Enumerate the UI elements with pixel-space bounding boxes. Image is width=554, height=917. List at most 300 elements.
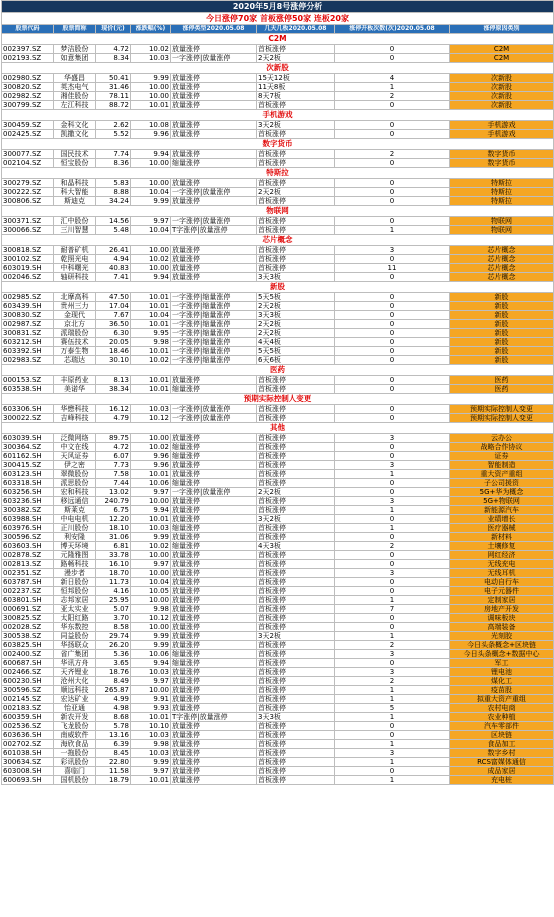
cell-change-pct: 9.99 xyxy=(131,758,171,767)
cell-open-count: 0 xyxy=(335,488,450,497)
cell-stock-code: 000153.SZ xyxy=(2,376,54,385)
cell-limit-type: 一字涨停|缩量涨停 xyxy=(171,347,257,356)
cell-reason-category: 农业种植 xyxy=(450,713,554,722)
cell-price: 16.10 xyxy=(96,560,131,569)
cell-reason-category: 新股 xyxy=(450,302,554,311)
table-row[interactable] xyxy=(2,434,554,443)
cell-stock-code: 002104.SZ xyxy=(2,159,54,168)
table-row[interactable] xyxy=(2,758,554,767)
cell-price: 88.72 xyxy=(96,101,131,110)
table-row[interactable] xyxy=(2,273,554,282)
cell-open-count: 0 xyxy=(335,659,450,668)
cell-days-boards: 2天2板 xyxy=(257,188,335,197)
cell-days-boards: 3天2板 xyxy=(257,121,335,130)
table-row[interactable] xyxy=(2,302,554,311)
section-header-row xyxy=(2,63,554,74)
table-row[interactable] xyxy=(2,560,554,569)
cell-change-pct: 10.02 xyxy=(131,255,171,264)
cell-limit-type: 放量涨停 xyxy=(171,179,257,188)
cell-stock-name: 赛伍技术 xyxy=(54,338,96,347)
cell-stock-code: 603439.SH xyxy=(2,302,54,311)
cell-price: 47.50 xyxy=(96,293,131,302)
table-row[interactable] xyxy=(2,264,554,273)
cell-days-boards: 5天5板 xyxy=(257,347,335,356)
cell-stock-name: 新农开发 xyxy=(54,713,96,722)
table-row[interactable] xyxy=(2,414,554,423)
cell-stock-name: 漫步者 xyxy=(54,569,96,578)
cell-limit-type: 一字涨停|缩量涨停 xyxy=(171,329,257,338)
cell-change-pct: 10.01 xyxy=(131,470,171,479)
cell-stock-name: 新日股份 xyxy=(54,578,96,587)
cell-open-count: 1 xyxy=(335,470,450,479)
cell-days-boards: 首板涨停 xyxy=(257,623,335,632)
cell-change-pct: 10.03 xyxy=(131,668,171,677)
cell-limit-type: 缩量涨停 xyxy=(171,650,257,659)
cell-price: 3.65 xyxy=(96,659,131,668)
cell-limit-type: 放量涨停 xyxy=(171,767,257,776)
cell-open-count: 0 xyxy=(335,159,450,168)
table-row[interactable] xyxy=(2,488,554,497)
cell-limit-type: 放量涨停 xyxy=(171,101,257,110)
table-row[interactable] xyxy=(2,686,554,695)
cell-stock-name: 轴研科技 xyxy=(54,273,96,282)
cell-stock-name: 乾照光电 xyxy=(54,255,96,264)
section-title: 手机游戏 xyxy=(2,110,554,121)
table-row[interactable] xyxy=(2,614,554,623)
cell-reason-category: 新股 xyxy=(450,311,554,320)
cell-stock-name: 宏达矿业 xyxy=(54,695,96,704)
table-row[interactable] xyxy=(2,246,554,255)
table-row[interactable] xyxy=(2,74,554,83)
table-row[interactable] xyxy=(2,605,554,614)
cell-change-pct: 9.94 xyxy=(131,273,171,282)
cell-price: 20.05 xyxy=(96,338,131,347)
cell-open-count: 0 xyxy=(335,188,450,197)
header-name[interactable]: 股票简称 xyxy=(54,25,96,34)
section-title: 新股 xyxy=(2,282,554,293)
summary-row xyxy=(2,13,554,25)
cell-days-boards: 首板涨停 xyxy=(257,659,335,668)
cell-days-boards: 2天2板 xyxy=(257,54,335,63)
cell-limit-type: 放量涨停 xyxy=(171,695,257,704)
cell-stock-code: 300825.SZ xyxy=(2,614,54,623)
cell-limit-type: 一字涨停|放量涨停 xyxy=(171,414,257,423)
table-row[interactable] xyxy=(2,668,554,677)
cell-days-boards: 首板涨停 xyxy=(257,434,335,443)
cell-limit-type: 放量涨停 xyxy=(171,668,257,677)
cell-stock-name: 凯撒文化 xyxy=(54,130,96,139)
cell-open-count: 0 xyxy=(335,722,450,731)
table-row[interactable] xyxy=(2,293,554,302)
cell-stock-code: 300596.SZ xyxy=(2,686,54,695)
cell-limit-type: 放量涨停 xyxy=(171,434,257,443)
table-row[interactable] xyxy=(2,101,554,110)
cell-stock-code: 300022.SZ xyxy=(2,414,54,423)
table-row[interactable] xyxy=(2,578,554,587)
page-title: 2020年5月8号涨停分析 xyxy=(2,1,554,13)
table-row[interactable] xyxy=(2,470,554,479)
cell-days-boards: 8天7板 xyxy=(257,92,335,101)
cell-days-boards: 首板涨停 xyxy=(257,246,335,255)
header-days[interactable]: 几天几板2020.05.08 xyxy=(257,25,335,34)
cell-stock-code: 603008.SH xyxy=(2,767,54,776)
cell-open-count: 0 xyxy=(335,101,450,110)
cell-stock-name: 天齐锂业 xyxy=(54,668,96,677)
table-row[interactable] xyxy=(2,92,554,101)
table-row[interactable] xyxy=(2,385,554,394)
cell-price: 26.41 xyxy=(96,246,131,255)
cell-reason-category: 新股 xyxy=(450,329,554,338)
table-row[interactable] xyxy=(2,217,554,226)
cell-open-count: 11 xyxy=(335,264,450,273)
table-row[interactable] xyxy=(2,713,554,722)
table-row[interactable] xyxy=(2,54,554,63)
cell-stock-code: 603603.SH xyxy=(2,542,54,551)
cell-price: 4.72 xyxy=(96,45,131,54)
cell-change-pct: 9.95 xyxy=(131,329,171,338)
cell-days-boards: 首板涨停 xyxy=(257,767,335,776)
cell-stock-name: 派瑞股份 xyxy=(54,329,96,338)
table-row[interactable] xyxy=(2,130,554,139)
cell-reason-category: 智能制造 xyxy=(450,461,554,470)
cell-open-count: 3 xyxy=(335,650,450,659)
header-type[interactable]: 涨停类型2020.05.08 xyxy=(171,25,257,34)
cell-reason-category: 农村电商 xyxy=(450,704,554,713)
cell-stock-name: 中科曙光 xyxy=(54,264,96,273)
cell-limit-type: 放量涨停 xyxy=(171,551,257,560)
table-row[interactable] xyxy=(2,749,554,758)
cell-days-boards: 首板涨停 xyxy=(257,385,335,394)
cell-open-count: 0 xyxy=(335,731,450,740)
table-row[interactable] xyxy=(2,695,554,704)
table-row[interactable] xyxy=(2,356,554,365)
cell-stock-code: 300634.SZ xyxy=(2,758,54,767)
cell-change-pct: 9.98 xyxy=(131,605,171,614)
cell-change-pct: 10.04 xyxy=(131,226,171,235)
cell-reason-category: 手机游戏 xyxy=(450,121,554,130)
cell-limit-type: 放量涨停 xyxy=(171,632,257,641)
cell-stock-code: 002425.SZ xyxy=(2,130,54,139)
table-row[interactable] xyxy=(2,338,554,347)
cell-reason-category: 云办公 xyxy=(450,434,554,443)
cell-reason-category: 土壤修复 xyxy=(450,542,554,551)
cell-reason-category: 医药 xyxy=(450,385,554,394)
table-row[interactable] xyxy=(2,677,554,686)
table-row[interactable] xyxy=(2,179,554,188)
cell-open-count: 0 xyxy=(335,452,450,461)
cell-change-pct: 10.06 xyxy=(131,479,171,488)
table-row[interactable] xyxy=(2,329,554,338)
table-row[interactable] xyxy=(2,569,554,578)
cell-open-count: 0 xyxy=(335,347,450,356)
cell-stock-name: 中电电机 xyxy=(54,515,96,524)
cell-change-pct: 9.97 xyxy=(131,767,171,776)
cell-days-boards: 首板涨停 xyxy=(257,686,335,695)
table-row[interactable] xyxy=(2,659,554,668)
section-header-row xyxy=(2,168,554,179)
cell-days-boards: 首板涨停 xyxy=(257,159,335,168)
cell-stock-name: 金科文化 xyxy=(54,121,96,130)
cell-reason-category: 证券 xyxy=(450,452,554,461)
table-row[interactable] xyxy=(2,461,554,470)
table-row[interactable] xyxy=(2,551,554,560)
cell-stock-code: 002046.SZ xyxy=(2,273,54,282)
cell-change-pct: 10.02 xyxy=(131,542,171,551)
cell-reason-category: 区块链 xyxy=(450,731,554,740)
cell-reason-category: 煤化工 xyxy=(450,677,554,686)
table-row[interactable] xyxy=(2,320,554,329)
cell-reason-category: 汽车零部件 xyxy=(450,722,554,731)
section-title: 特斯拉 xyxy=(2,168,554,179)
cell-days-boards: 首板涨停 xyxy=(257,45,335,54)
cell-days-boards: 首板涨停 xyxy=(257,641,335,650)
cell-change-pct: 10.03 xyxy=(131,405,171,414)
cell-price: 8.36 xyxy=(96,159,131,168)
cell-stock-name: 同益股份 xyxy=(54,632,96,641)
cell-reason-category: 芯片概念 xyxy=(450,255,554,264)
cell-stock-code: 603318.SH xyxy=(2,479,54,488)
cell-open-count: 1 xyxy=(335,740,450,749)
cell-change-pct: 10.04 xyxy=(131,578,171,587)
header-reason[interactable]: 涨停原因类别 xyxy=(450,25,554,34)
cell-change-pct: 10.03 xyxy=(131,54,171,63)
cell-days-boards: 首板涨停 xyxy=(257,226,335,235)
cell-reason-category: 次新股 xyxy=(450,92,554,101)
cell-stock-name: 国民技术 xyxy=(54,150,96,159)
table-row[interactable] xyxy=(2,376,554,385)
cell-open-count: 0 xyxy=(335,479,450,488)
table-row[interactable] xyxy=(2,83,554,92)
cell-price: 4.16 xyxy=(96,587,131,596)
cell-limit-type: 一字涨停|放量涨停 xyxy=(171,405,257,414)
cell-open-count: 0 xyxy=(335,217,450,226)
cell-stock-name: 恒宝股份 xyxy=(54,159,96,168)
cell-stock-code: 300818.SZ xyxy=(2,246,54,255)
cell-days-boards: 首板涨停 xyxy=(257,578,335,587)
cell-price: 31.06 xyxy=(96,533,131,542)
table-row[interactable] xyxy=(2,542,554,551)
cell-limit-type: 放量涨停 xyxy=(171,92,257,101)
table-row[interactable] xyxy=(2,767,554,776)
cell-stock-code: 300820.SZ xyxy=(2,83,54,92)
table-row[interactable] xyxy=(2,524,554,533)
cell-limit-type: 放量涨停 xyxy=(171,722,257,731)
cell-stock-code: 601038.SH xyxy=(2,749,54,758)
cell-stock-code: 300799.SZ xyxy=(2,101,54,110)
cell-stock-name: 华懋科技 xyxy=(54,405,96,414)
cell-change-pct: 10.01 xyxy=(131,515,171,524)
cell-stock-name: 华盛昌 xyxy=(54,74,96,83)
cell-limit-type: 放量涨停 xyxy=(171,731,257,740)
cell-stock-name: 派思股份 xyxy=(54,479,96,488)
cell-change-pct: 10.02 xyxy=(131,443,171,452)
cell-reason-category: 芯片概念 xyxy=(450,273,554,282)
table-row[interactable] xyxy=(2,632,554,641)
cell-open-count: 0 xyxy=(335,578,450,587)
cell-stock-name: 汇中股份 xyxy=(54,217,96,226)
table-row[interactable] xyxy=(2,533,554,542)
table-row[interactable] xyxy=(2,443,554,452)
cell-stock-code: 603039.SH xyxy=(2,434,54,443)
cell-reason-category: 芯片概念 xyxy=(450,264,554,273)
header-opens[interactable]: 涨停开板次数(次)2020.05.08 xyxy=(335,25,450,34)
cell-stock-code: 002397.SZ xyxy=(2,45,54,54)
table-row[interactable] xyxy=(2,506,554,515)
section-header-row xyxy=(2,206,554,217)
cell-change-pct: 10.03 xyxy=(131,749,171,758)
cell-change-pct: 10.00 xyxy=(131,159,171,168)
cell-stock-code: 002193.SZ xyxy=(2,54,54,63)
cell-reason-category: 军工 xyxy=(450,659,554,668)
cell-price: 5.07 xyxy=(96,605,131,614)
table-row[interactable] xyxy=(2,731,554,740)
cell-price: 4.79 xyxy=(96,414,131,423)
cell-reason-category: 物联网 xyxy=(450,226,554,235)
cell-days-boards: 首板涨停 xyxy=(257,668,335,677)
table-row[interactable] xyxy=(2,740,554,749)
cell-reason-category: 数字货币 xyxy=(450,150,554,159)
table-row[interactable] xyxy=(2,159,554,168)
cell-price: 8.13 xyxy=(96,376,131,385)
cell-days-boards: 首板涨停 xyxy=(257,605,335,614)
header-code[interactable]: 股票代码 xyxy=(2,25,54,34)
cell-stock-code: 300371.SZ xyxy=(2,217,54,226)
cell-stock-code: 603787.SH xyxy=(2,578,54,587)
cell-stock-name: 省广集团 xyxy=(54,650,96,659)
cell-limit-type: 放量涨停 xyxy=(171,74,257,83)
cell-change-pct: 9.91 xyxy=(131,695,171,704)
cell-reason-category: 预期实际控制人变更 xyxy=(450,414,554,423)
cell-stock-name: 科大智能 xyxy=(54,188,96,197)
cell-price: 8.68 xyxy=(96,713,131,722)
cell-change-pct: 10.03 xyxy=(131,524,171,533)
cell-stock-name: 利安隆 xyxy=(54,533,96,542)
cell-days-boards: 3天3板 xyxy=(257,273,335,282)
cell-stock-name: 美诺华 xyxy=(54,385,96,394)
cell-price: 78.11 xyxy=(96,92,131,101)
table-row[interactable] xyxy=(2,776,554,785)
cell-days-boards: 首板涨停 xyxy=(257,452,335,461)
cell-days-boards: 2天2板 xyxy=(257,329,335,338)
cell-change-pct: 9.99 xyxy=(131,74,171,83)
cell-days-boards: 4天4板 xyxy=(257,338,335,347)
table-row[interactable] xyxy=(2,452,554,461)
cell-open-count: 0 xyxy=(335,443,450,452)
table-row[interactable] xyxy=(2,623,554,632)
cell-reason-category: 定制家居 xyxy=(450,596,554,605)
cell-stock-code: 002813.SZ xyxy=(2,560,54,569)
cell-stock-name: 湘佳股份 xyxy=(54,92,96,101)
cell-reason-category: 房地产开发 xyxy=(450,605,554,614)
cell-open-count: 0 xyxy=(335,320,450,329)
table-row[interactable] xyxy=(2,255,554,264)
cell-change-pct: 10.06 xyxy=(131,650,171,659)
cell-price: 6.39 xyxy=(96,740,131,749)
cell-limit-type: 一字涨停|缩量涨停 xyxy=(171,293,257,302)
table-row[interactable] xyxy=(2,596,554,605)
cell-reason-category: 新股 xyxy=(450,293,554,302)
table-row[interactable] xyxy=(2,188,554,197)
cell-stock-code: 002985.SZ xyxy=(2,293,54,302)
table-row[interactable] xyxy=(2,197,554,206)
header-pct[interactable]: 涨跌幅(%) xyxy=(131,25,171,34)
cell-change-pct: 9.99 xyxy=(131,641,171,650)
cell-days-boards: 首板涨停 xyxy=(257,443,335,452)
cell-stock-code: 002145.SZ xyxy=(2,695,54,704)
cell-limit-type: 放量涨停 xyxy=(171,497,257,506)
cell-reason-category: 数字乡村 xyxy=(450,749,554,758)
header-price[interactable]: 现价(元) xyxy=(96,25,131,34)
cell-reason-category: 今日头条概念+区块链 xyxy=(450,641,554,650)
table-row[interactable] xyxy=(2,226,554,235)
table-row[interactable] xyxy=(2,347,554,356)
cell-change-pct: 10.00 xyxy=(131,83,171,92)
cell-reason-category: 数字货币 xyxy=(450,159,554,168)
cell-change-pct: 9.96 xyxy=(131,452,171,461)
cell-stock-name: 如意集团 xyxy=(54,54,96,63)
cell-price: 18.70 xyxy=(96,569,131,578)
table-row[interactable] xyxy=(2,150,554,159)
cell-open-count: 0 xyxy=(335,623,450,632)
cell-stock-code: 603801.SH xyxy=(2,596,54,605)
table-row[interactable] xyxy=(2,121,554,130)
cell-stock-code: 603019.SH xyxy=(2,264,54,273)
cell-open-count: 0 xyxy=(335,302,450,311)
cell-days-boards: 3天3板 xyxy=(257,311,335,320)
cell-price: 8.49 xyxy=(96,677,131,686)
table-row[interactable] xyxy=(2,704,554,713)
table-row[interactable] xyxy=(2,641,554,650)
cell-open-count: 1 xyxy=(335,758,450,767)
table-row[interactable] xyxy=(2,497,554,506)
table-row[interactable] xyxy=(2,587,554,596)
table-row[interactable] xyxy=(2,515,554,524)
cell-change-pct: 10.00 xyxy=(131,551,171,560)
cell-stock-code: 603988.SH xyxy=(2,515,54,524)
cell-open-count: 0 xyxy=(335,130,450,139)
cell-reason-category: 疫苗股 xyxy=(450,686,554,695)
cell-open-count: 0 xyxy=(335,614,450,623)
table-row[interactable] xyxy=(2,45,554,54)
cell-price: 31.46 xyxy=(96,83,131,92)
cell-price: 89.75 xyxy=(96,434,131,443)
cell-stock-code: 300077.SZ xyxy=(2,150,54,159)
cell-days-boards: 首板涨停 xyxy=(257,569,335,578)
table-row[interactable] xyxy=(2,479,554,488)
cell-days-boards: 首板涨停 xyxy=(257,264,335,273)
section-title: 其他 xyxy=(2,423,554,434)
cell-price: 4.99 xyxy=(96,695,131,704)
table-row[interactable] xyxy=(2,405,554,414)
cell-open-count: 0 xyxy=(335,293,450,302)
table-row[interactable] xyxy=(2,722,554,731)
table-row[interactable] xyxy=(2,650,554,659)
cell-open-count: 3 xyxy=(335,569,450,578)
cell-days-boards: 首板涨停 xyxy=(257,758,335,767)
summary-text: 今日涨停70家 首板涨停50家 连板20家 xyxy=(2,13,554,25)
cell-limit-type: 放量涨停 xyxy=(171,83,257,92)
cell-price: 18.76 xyxy=(96,668,131,677)
cell-price: 17.04 xyxy=(96,302,131,311)
cell-limit-type: 放量涨停 xyxy=(171,376,257,385)
table-row[interactable] xyxy=(2,311,554,320)
cell-open-count: 0 xyxy=(335,414,450,423)
cell-reason-category: 特斯拉 xyxy=(450,197,554,206)
cell-stock-name: 伊之密 xyxy=(54,461,96,470)
cell-stock-code: 600687.SH xyxy=(2,659,54,668)
cell-open-count: 1 xyxy=(335,713,450,722)
cell-change-pct: 10.10 xyxy=(131,722,171,731)
